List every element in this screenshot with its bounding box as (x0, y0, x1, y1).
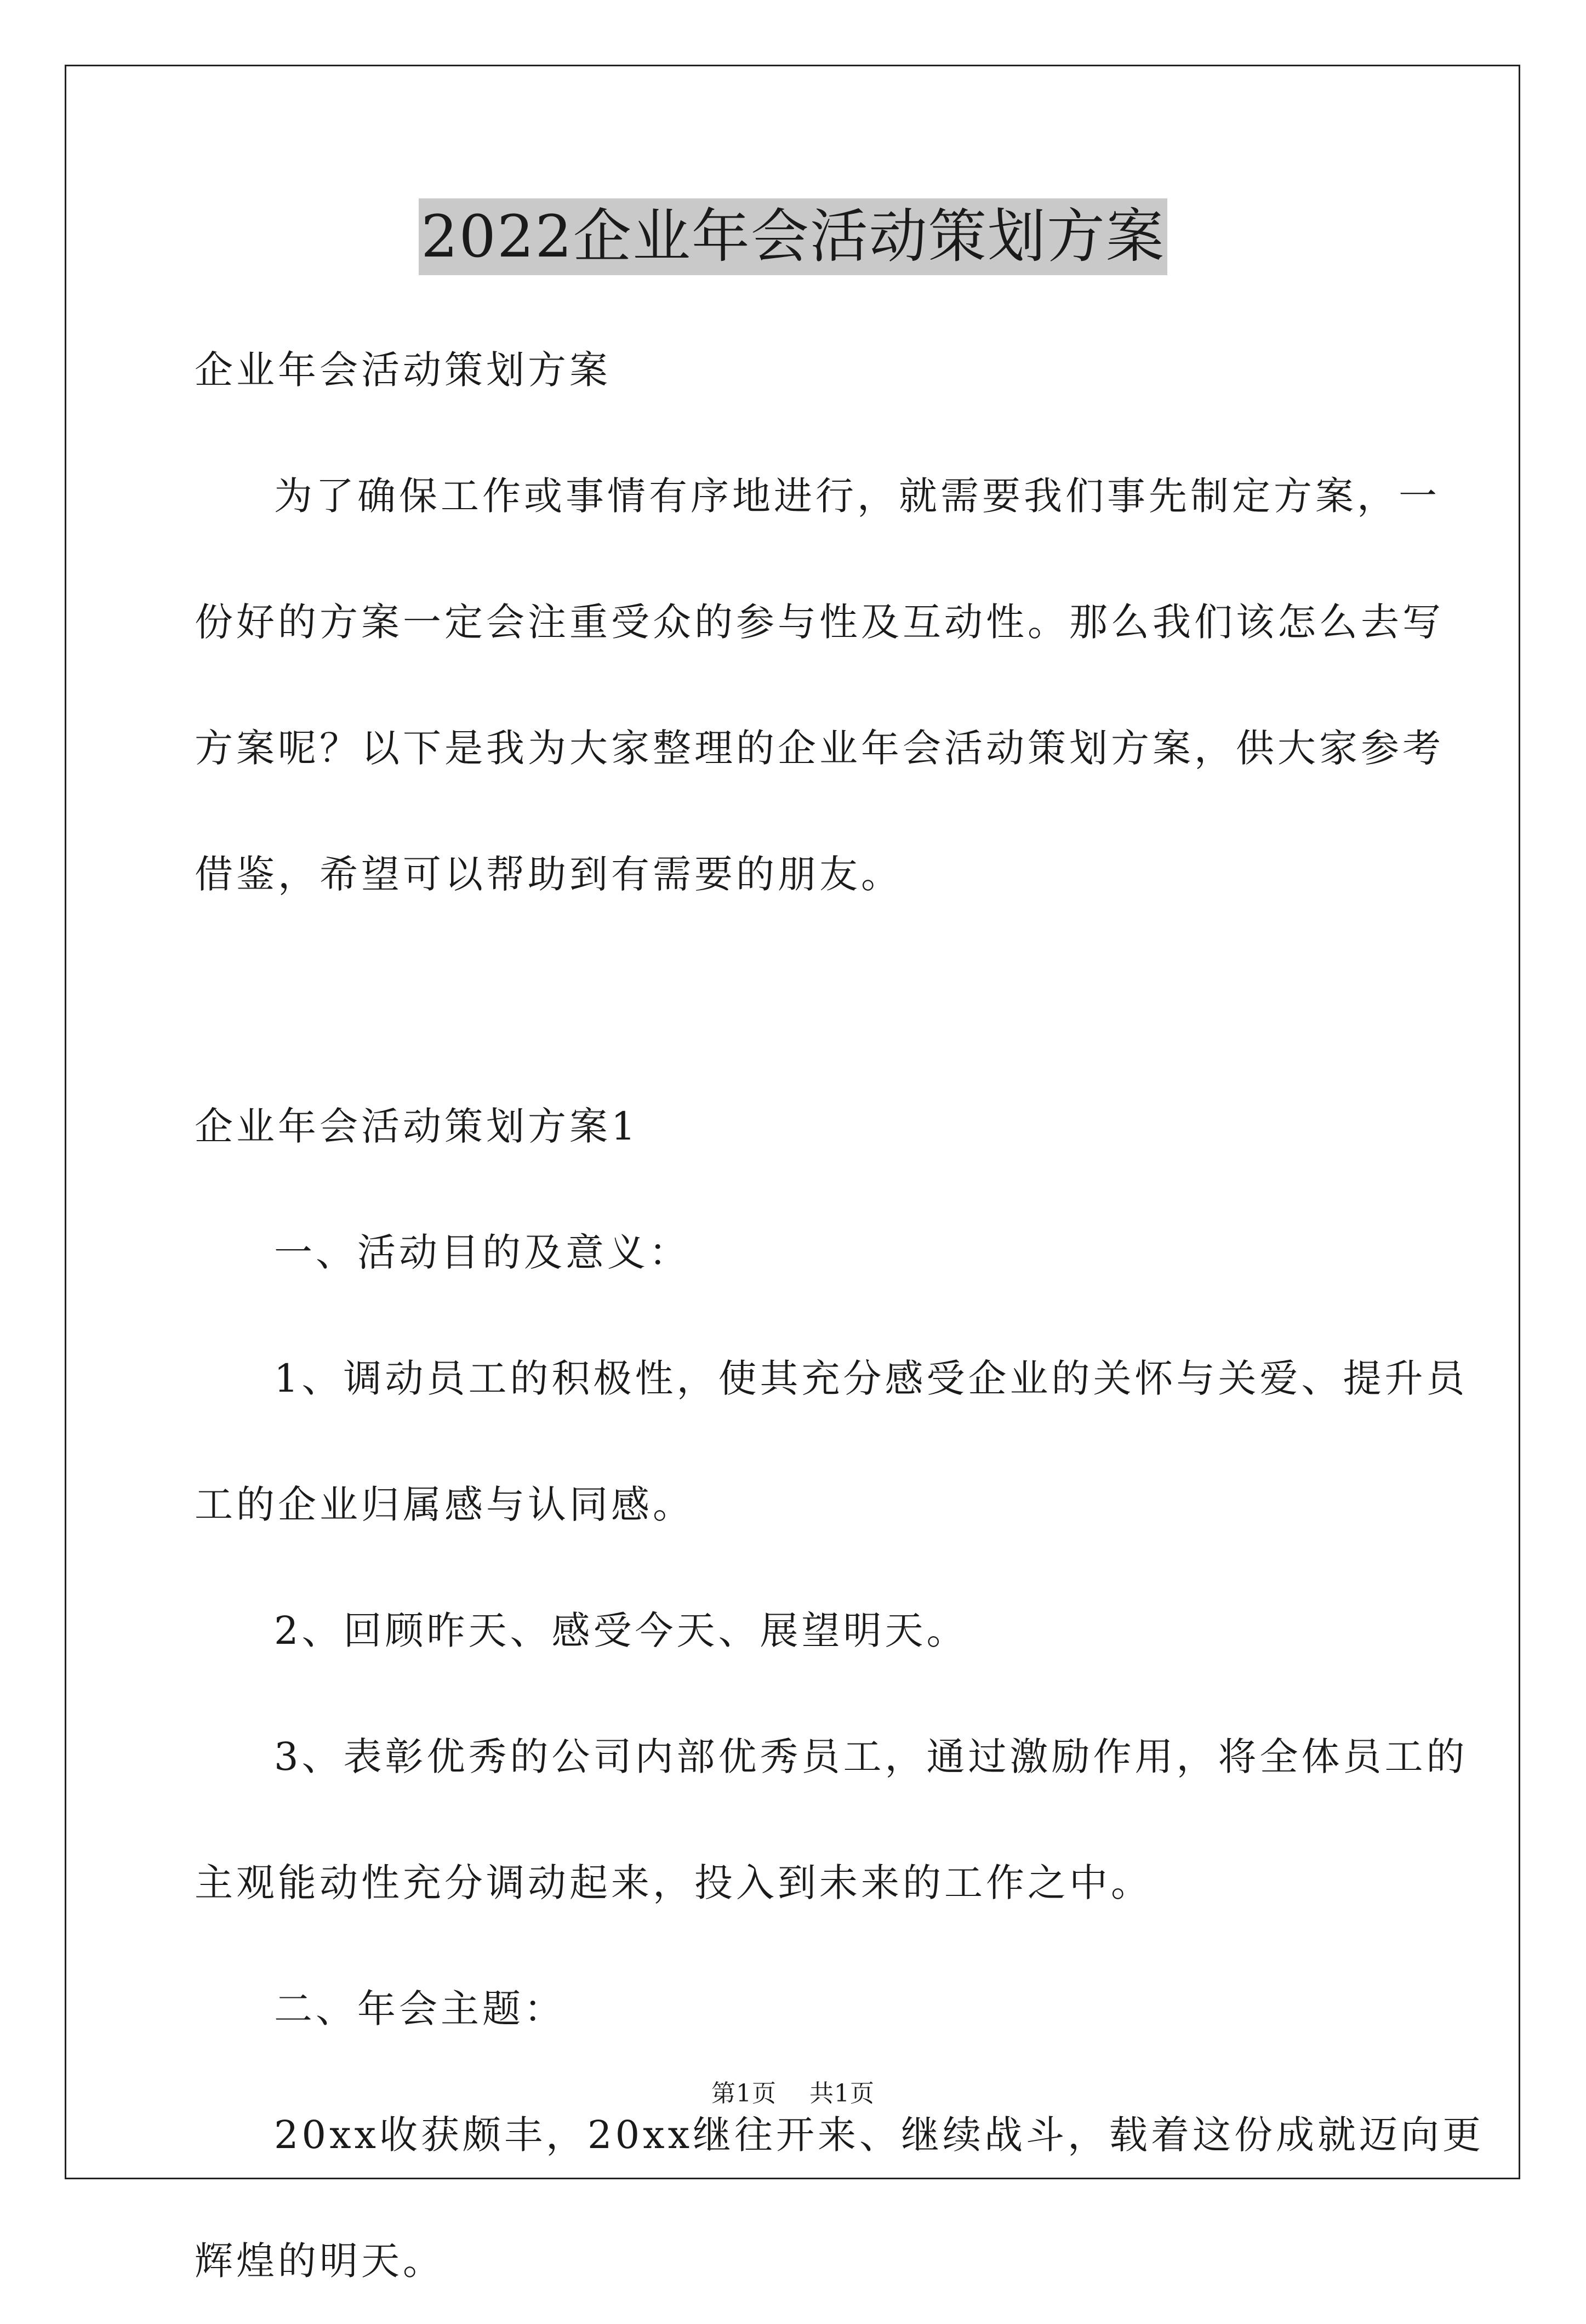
intro-line-3: 方案呢？以下是我为大家整理的企业年会活动策划方案，供大家参考 (195, 726, 1444, 771)
intro-line-4: 借鉴，希望可以帮助到有需要的朋友。 (195, 852, 903, 897)
item-3-line-2: 主观能动性充分调动起来，投入到未来的工作之中。 (195, 1860, 1153, 1905)
title-container (0, 198, 1586, 275)
item-3-line-1: 3、表彰优秀的公司内部优秀员工，通过激励作用，将全体员工的 (274, 1734, 1468, 1779)
heading-purpose: 一、活动目的及意义： (274, 1230, 691, 1275)
item-1-line-2: 工的企业归属感与认同感。 (195, 1482, 694, 1527)
document-title: 2022企业年会活动策划方案 (419, 198, 1167, 275)
page-footer (0, 2077, 1586, 2110)
item-2: 2、回顾昨天、感受今天、展望明天。 (274, 1608, 968, 1653)
page-number: 第1页 (711, 2080, 777, 2107)
theme-line-1: 20xx收获颇丰，20xx继往开来、继续战斗，载着这份成就迈向更 (274, 2112, 1485, 2157)
page-total: 共1页 (809, 2080, 875, 2107)
heading-theme: 二、年会主题： (274, 1986, 566, 2031)
document-body (195, 307, 1485, 2324)
intro-line-1: 为了确保工作或事情有序地进行，就需要我们事先制定方案，一 (274, 474, 1440, 519)
document-subtitle: 企业年会活动策划方案 (195, 348, 611, 392)
intro-line-2: 份好的方案一定会注重受众的参与性及互动性。那么我们该怎么去写 (195, 600, 1444, 645)
theme-line-2: 辉煌的明天。 (195, 2238, 444, 2283)
section-heading: 企业年会活动策划方案1 (195, 1104, 639, 1149)
item-1-line-1: 1、调动员工的积极性，使其充分感受企业的关怀与关爱、提升员 (274, 1356, 1468, 1401)
paragraph-gap (195, 937, 1400, 1063)
